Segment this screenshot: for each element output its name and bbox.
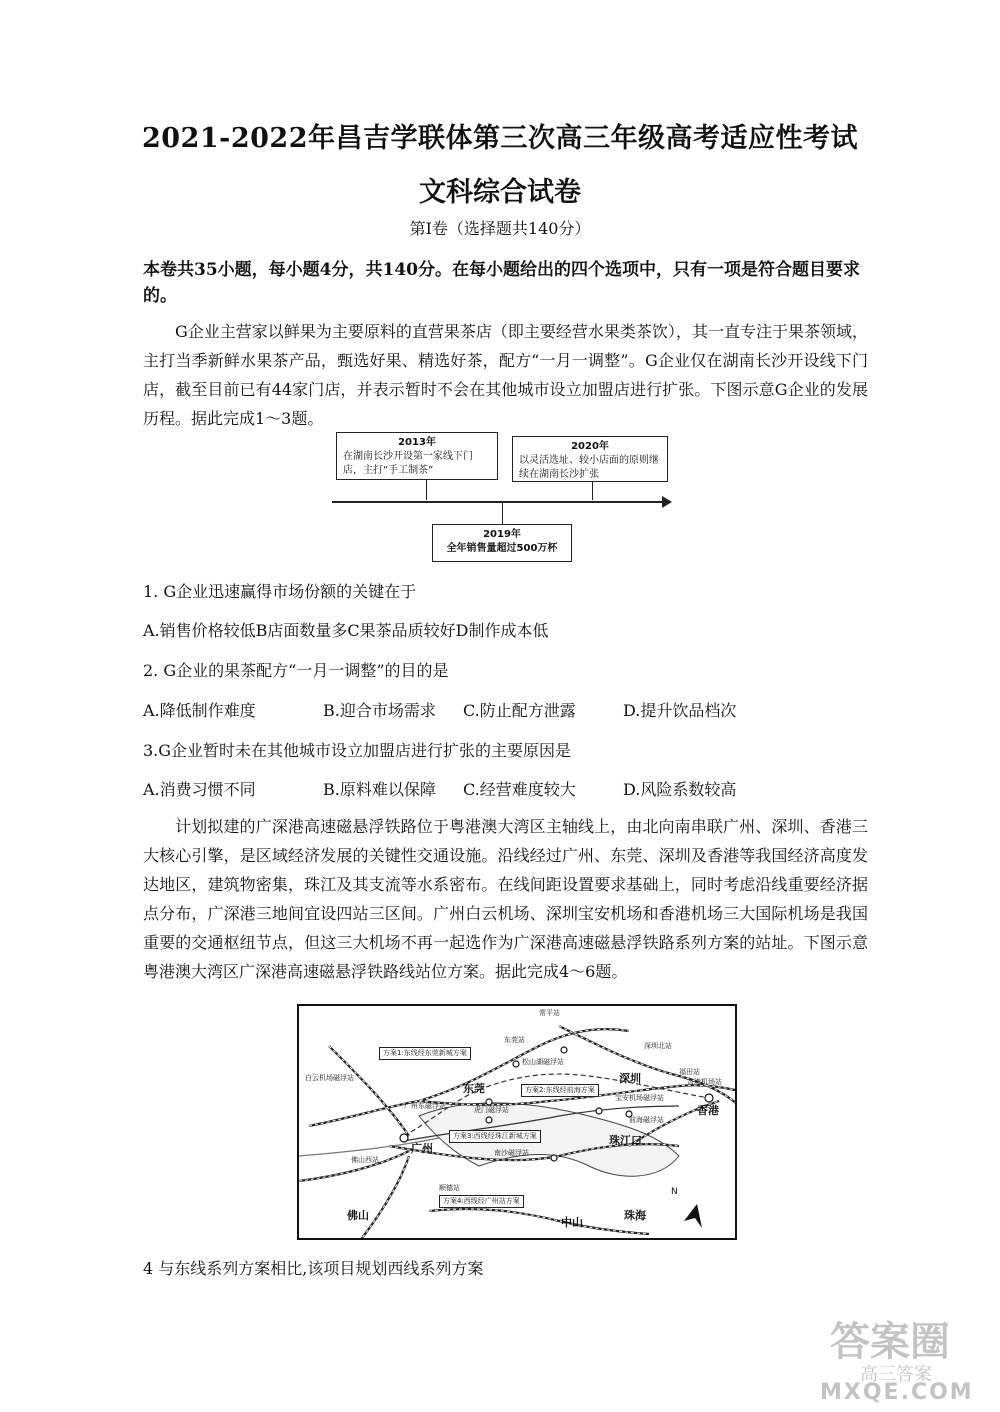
map-label: 南沙磁浮站 xyxy=(494,1149,529,1157)
passage-1: G企业主营家以鲜果为主要原料的直营果茶店（即主要经营水果类茶饮），其一直专注于果茶领域，主打当季新鲜水果茶产品，甄选好果、精选好茶，配方“一月一调整”。G企业仅在湖南长沙开设线下门店，截至目前已有44家门店，并表示暂时不会在其他城市设立加盟店进行扩张。下图示意G企业的发展历程。据此完成1～3题。 xyxy=(143,322,868,428)
timeline-connector xyxy=(592,482,593,500)
north-label: N xyxy=(671,1187,678,1197)
option-c: C.防止配方泄露 xyxy=(463,701,576,720)
timeline-text-2013: 在湖南长沙开设第一家线下门店，主打“手工制茶” xyxy=(343,451,473,476)
map-city-label: 中山 xyxy=(561,1216,583,1229)
map-city-label: 珠江口 xyxy=(609,1134,642,1147)
instructions: 本卷共35小题，每小题4分，共140分。在每小题给出的四个选项中，只有一项是符合题目要求的。 xyxy=(143,260,860,306)
exam-subtitle: 文科综合试卷 xyxy=(419,177,581,208)
watermark-line2: 高三答案 xyxy=(860,1364,932,1385)
option-d: D.提升饮品档次 xyxy=(623,701,737,720)
map-city-label: 珠海 xyxy=(624,1209,646,1222)
timeline-box-2020 xyxy=(512,436,668,482)
exam-title: 2021-2022年昌吉学联体第三次高三年级高考适应性考试 xyxy=(142,123,858,154)
question-4-stem: 4 与东线系列方案相比,该项目规划西线系列方案 xyxy=(143,1259,484,1278)
map-city-label: 香港 xyxy=(697,1104,719,1117)
watermark-line3: MXQE.COM xyxy=(820,1380,974,1405)
map-label: 顺德站 xyxy=(439,1184,460,1192)
map-label: 白云机场磁浮站 xyxy=(305,1074,354,1082)
timeline-year-2013: 2013年 xyxy=(398,437,436,448)
question-1-options: A.销售价格较低B店面数量多C果茶品质较好D制作成本低 xyxy=(143,621,549,640)
timeline-year-2019: 2019年 xyxy=(483,529,521,540)
option-c: C.经营难度较大 xyxy=(463,780,576,799)
map-label: 宝安机场磁浮站 xyxy=(615,1094,664,1102)
option-a: A.消费习惯不同 xyxy=(143,780,256,799)
map-city-label: 深圳 xyxy=(619,1072,641,1085)
timeline-axis xyxy=(332,501,666,503)
map-plan-label: 方案1:东线经东莞新城方案 xyxy=(379,1047,471,1060)
timeline-year-2020: 2020年 xyxy=(571,441,609,452)
passage-2: 计划拟建的广深港高速磁悬浮铁路位于粤港澳大湾区主轴线上，由北向南串联广州、深圳、香港三大核心引擎，是区域经济发展的关键性交通设施。沿线经过广州、东莞、深圳及香港等我国经济高度发达地区，建筑物密集，珠江及其支流等水系密布。在线间距设置要求基础上，同时考虑沿线重要经济据点分布，广深港三地间宜设四站三区间。广州白云机场、深圳宝安机场和香港机场三大国际机场是我国重要的交通枢纽节点，但这三大机场不再一起选作为广深港高速磁悬浮铁路系列方案的站址。下图示意粤港澳大湾区广深港高速磁悬浮铁路线站位方案。据此完成4～6题。 xyxy=(143,817,868,981)
section-heading: 第Ⅰ卷（选择题共140分） xyxy=(409,219,591,238)
map-label: 虎门磁浮站 xyxy=(474,1106,509,1114)
question-2-options xyxy=(143,700,883,722)
question-1-stem: 1. G企业迅速赢得市场份额的关键在于 xyxy=(143,582,417,601)
map-label: 香港机场站 xyxy=(687,1078,722,1086)
map-plan-label: 方案2:东线经前海方案 xyxy=(521,1084,599,1097)
map-label: 常平站 xyxy=(539,1009,560,1017)
option-b: B.迎合市场需求 xyxy=(323,701,436,720)
map-plan-label: 方案3:西线经珠江新城方案 xyxy=(449,1130,541,1143)
option-d: D.风险系数较高 xyxy=(623,780,737,799)
map-plan-label: 方案4:西线经广州站方案 xyxy=(439,1195,524,1208)
map-label: 松山湖磁浮站 xyxy=(522,1058,564,1066)
option-a: A.降低制作难度 xyxy=(143,701,256,720)
timeline-arrow-icon xyxy=(662,496,672,508)
question-3-stem: 3.G企业暂时未在其他城市设立加盟店进行扩张的主要原因是 xyxy=(143,741,572,760)
watermark-line1: 答案圈 xyxy=(830,1319,950,1365)
map-label: 福田站 xyxy=(679,1068,700,1076)
watermark xyxy=(820,1310,990,1405)
question-2-stem: 2. G企业的果茶配方“一月一调整”的目的是 xyxy=(143,661,449,680)
question-3-options xyxy=(143,779,883,801)
option-b: B.原料难以保障 xyxy=(323,780,436,799)
timeline-text-2020: 以灵活选址、较小店面的原则继续在湖南长沙扩张 xyxy=(519,455,659,480)
map-city-label: 东莞 xyxy=(463,1082,485,1095)
map-label: 广州东磁浮站 xyxy=(404,1102,446,1110)
timeline-text-2019: 全年销售量超过500万杯 xyxy=(446,543,558,554)
map-label: 东莞站 xyxy=(504,1036,525,1044)
timeline-connector xyxy=(502,502,503,524)
map-city-label: 佛山 xyxy=(347,1209,369,1222)
timeline-box-2013 xyxy=(336,432,498,480)
map-label: 佛山西站 xyxy=(351,1156,379,1164)
north-arrow-icon xyxy=(684,1204,702,1228)
map-label: 深圳北站 xyxy=(644,1042,672,1050)
timeline-connector xyxy=(426,480,427,500)
map-city-label: 广州 xyxy=(411,1142,433,1155)
route-map xyxy=(297,1004,737,1240)
timeline-box-2019 xyxy=(432,524,572,562)
map-label: 前海磁浮站 xyxy=(629,1116,664,1124)
timeline-diagram xyxy=(332,432,672,567)
